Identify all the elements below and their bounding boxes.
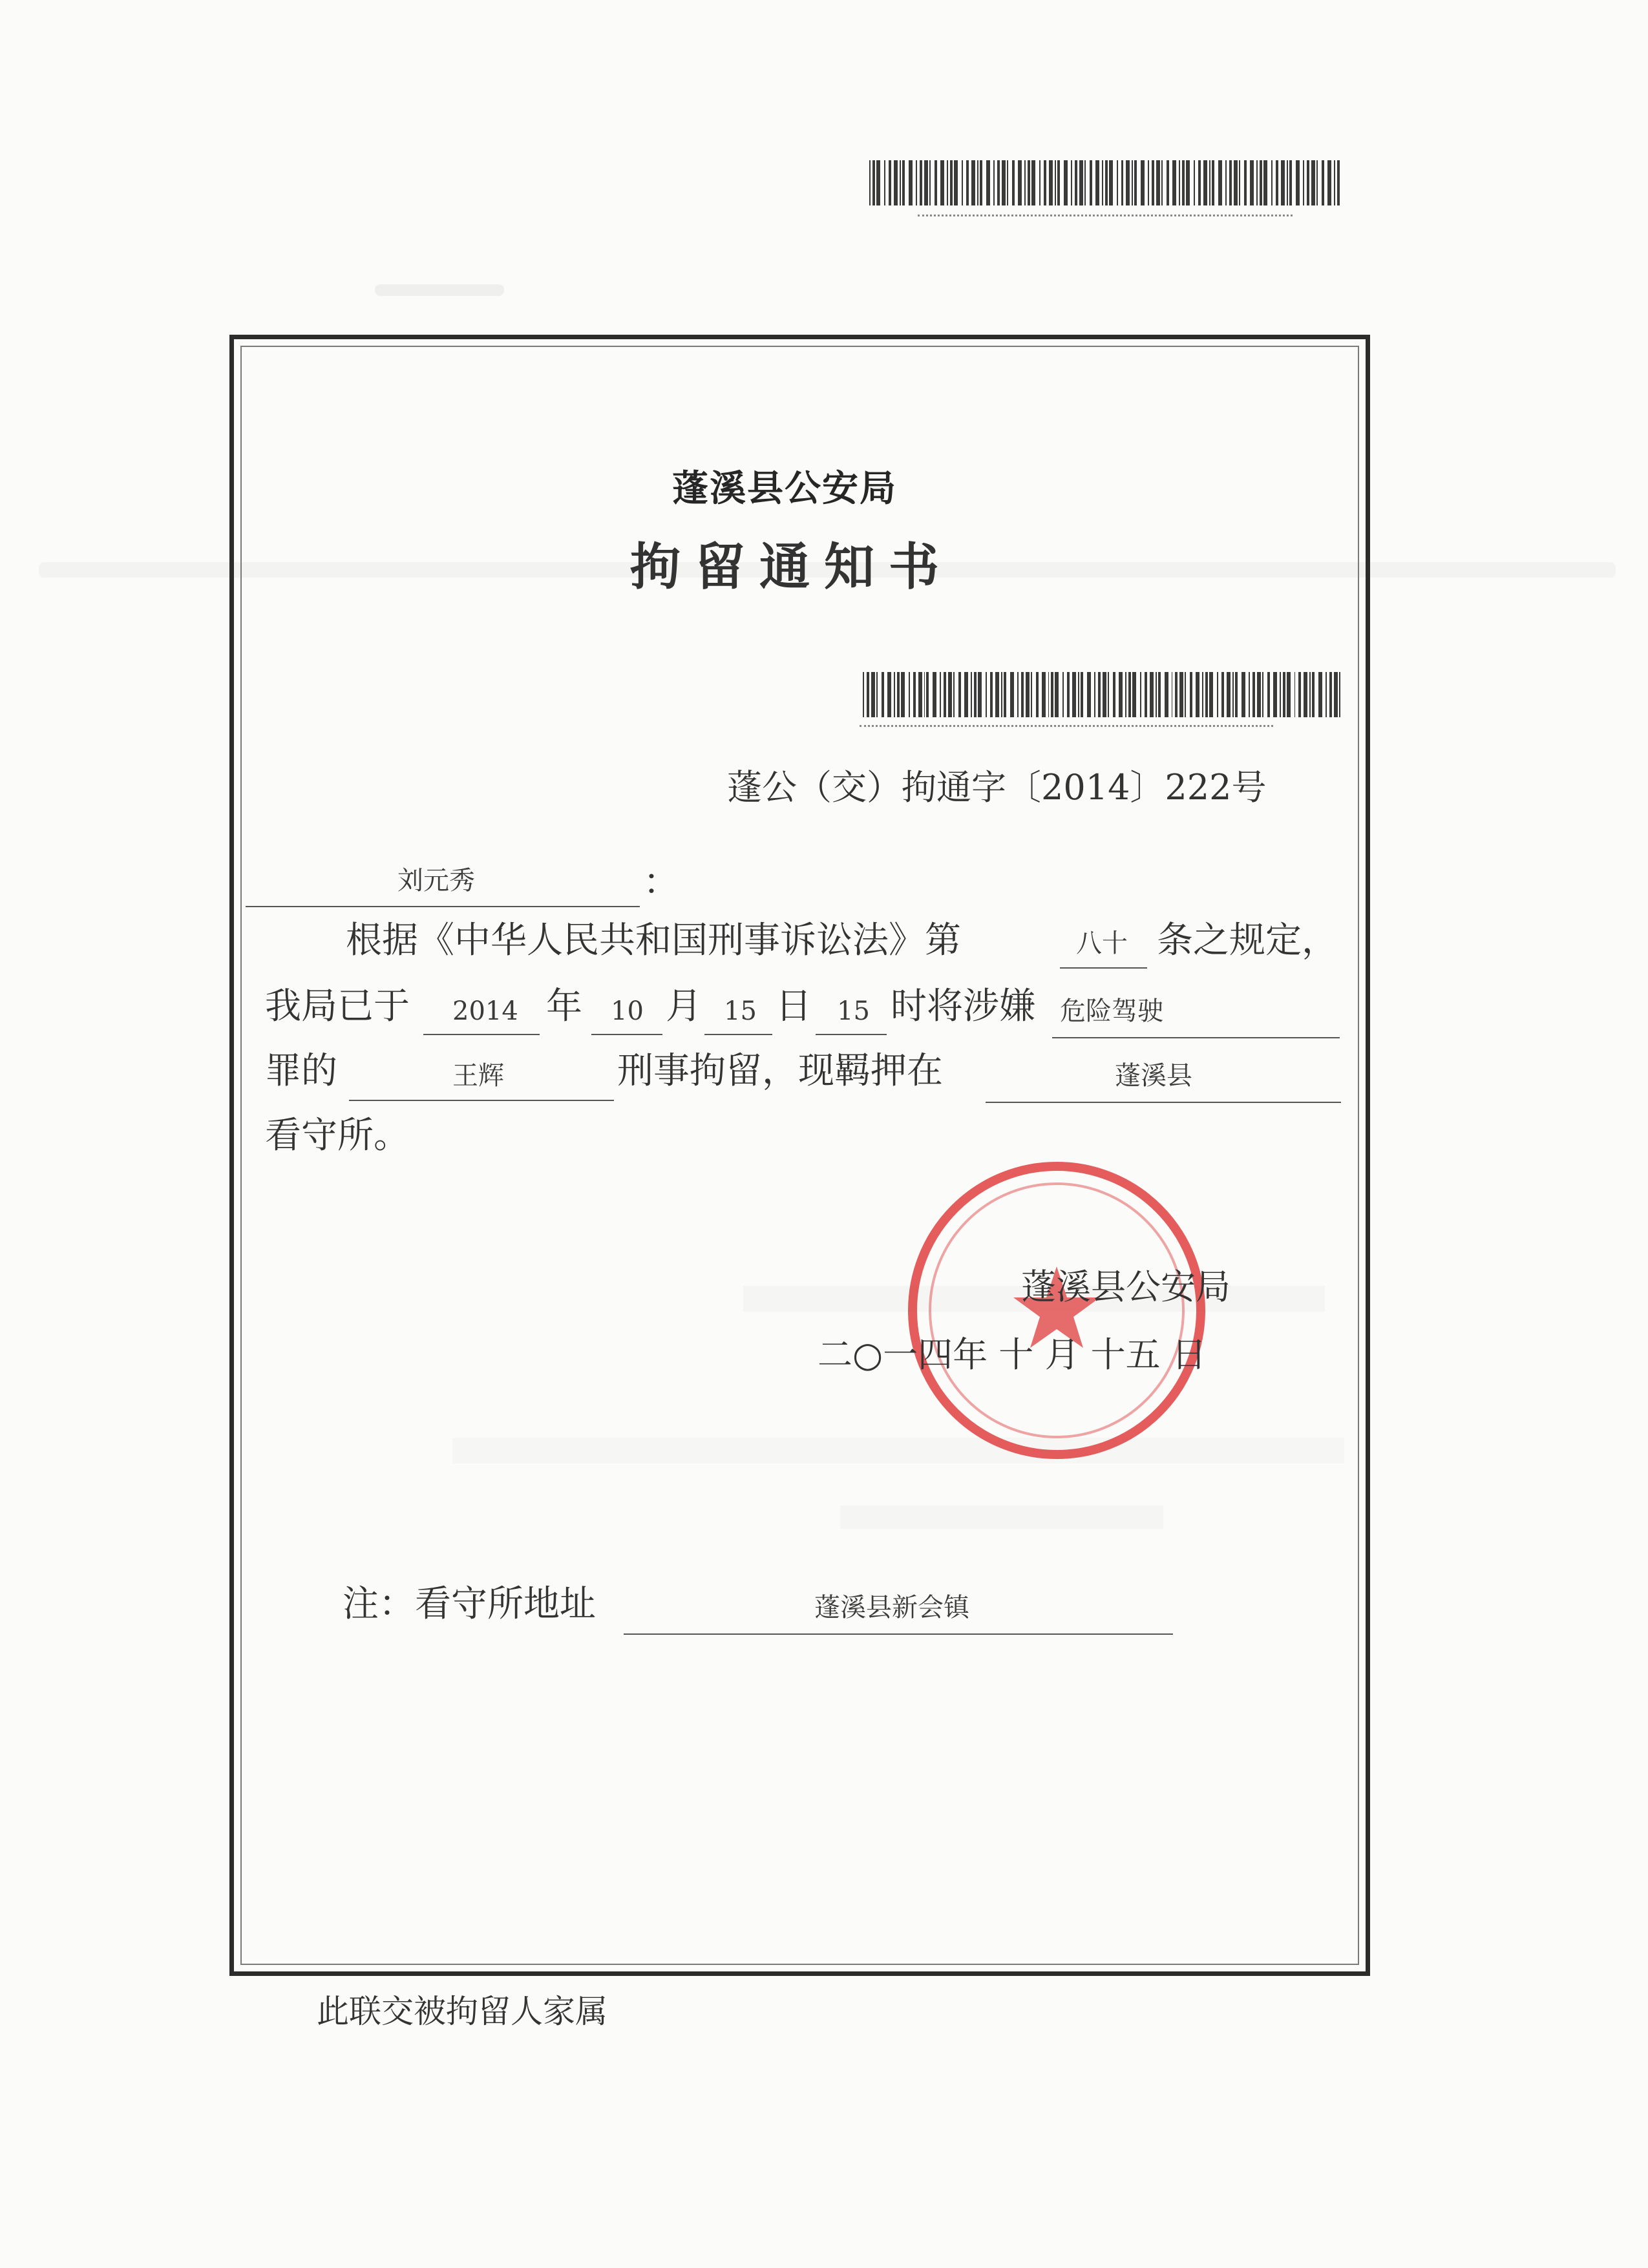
barcode-bar: [997, 160, 1000, 205]
barcode-bar: [1339, 672, 1340, 717]
barcode-bar: [1078, 672, 1079, 717]
barcode-bar: [1267, 672, 1270, 717]
barcode-bar: [1055, 160, 1056, 205]
month-label: 月: [666, 985, 702, 1027]
barcode-bar: [1026, 672, 1030, 717]
barcode-bar: [1105, 160, 1108, 205]
barcode-bar: [1287, 672, 1291, 717]
barcode-bar: [1145, 672, 1147, 717]
barcode-bar: [971, 672, 972, 717]
barcode-bar: [916, 160, 917, 205]
barcode-bar: [1229, 160, 1232, 205]
barcode-bar: [953, 672, 955, 717]
barcode-bar: [924, 672, 925, 717]
barcode-bar: [920, 160, 922, 205]
barcode-bar: [964, 672, 968, 717]
day-value: 15: [724, 996, 757, 1026]
barcode-bar: [1182, 160, 1185, 205]
barcode-bar: [1090, 160, 1092, 205]
barcode-bar: [1287, 160, 1288, 205]
barcode-bar: [980, 160, 982, 205]
barcode-bar: [1249, 672, 1250, 717]
barcode-bar: [1042, 672, 1046, 717]
barcode-bar: [1280, 672, 1281, 717]
barcode-bar: [1001, 672, 1002, 717]
barcode-bar: [1263, 160, 1267, 205]
barcode-bar: [990, 672, 993, 717]
barcode-bar: [1109, 160, 1113, 205]
detention-place: 蓬溪县: [1115, 1061, 1192, 1091]
barcode-bar: [950, 160, 953, 205]
barcode-bar: [1126, 160, 1130, 205]
show-through-ghost: [452, 1438, 1344, 1464]
barcode-bar: [1235, 672, 1238, 717]
barcode-bar: [1156, 672, 1157, 717]
barcode-bar: [1227, 672, 1231, 717]
barcode-bar: [1167, 160, 1169, 205]
barcode-bar: [1010, 672, 1014, 717]
barcode-bar: [1172, 672, 1173, 717]
barcode-bar: [986, 160, 990, 205]
barcode-bar: [1158, 672, 1161, 717]
month-value: 10: [611, 996, 644, 1026]
article-underline: [1060, 967, 1147, 969]
barcode-bar: [1239, 160, 1240, 205]
barcode-bar: [1250, 160, 1254, 205]
barcode-bar: [1304, 672, 1307, 717]
barcode-bar: [1134, 160, 1137, 205]
barcode-bar: [1121, 160, 1124, 205]
barcode-bar: [1225, 160, 1227, 205]
barcode-bar: [1241, 672, 1245, 717]
barcode-bar: [1190, 672, 1192, 717]
doc-barcode: [863, 672, 1344, 717]
barcode-bar: [1276, 160, 1278, 205]
barcode-bar: [1262, 672, 1263, 717]
barcode-bar: [1156, 160, 1160, 205]
barcode-bar: [909, 160, 913, 205]
barcode-bar: [966, 160, 969, 205]
barcode-bar: [1119, 672, 1123, 717]
barcode-bar: [1049, 160, 1053, 205]
barcode-bar: [1012, 160, 1015, 205]
barcode-bar: [1017, 672, 1019, 717]
day-label: 日: [776, 985, 812, 1027]
barcode-bar: [1067, 672, 1070, 717]
barcode-bar: [940, 672, 941, 717]
barcode-bar: [872, 160, 875, 205]
barcode-bar: [1021, 672, 1024, 717]
barcode-bar: [1202, 672, 1203, 717]
barcode-bar: [1071, 160, 1072, 205]
barcode-bar: [974, 672, 977, 717]
detainee-name: 王辉: [452, 1061, 504, 1091]
barcode-bar: [1028, 160, 1030, 205]
body-line4: 看守所。: [265, 1115, 410, 1157]
barcode-bar: [1198, 160, 1201, 205]
barcode-bar: [1244, 160, 1247, 205]
barcode-bar: [1007, 160, 1008, 205]
barcode-bar: [1312, 672, 1315, 717]
barcode-bar: [1132, 160, 1133, 205]
barcode-bar: [918, 672, 922, 717]
year-underline: [423, 1034, 540, 1035]
barcode-bar: [1024, 160, 1026, 205]
seal-star-icon: [917, 1171, 1196, 1450]
barcode-bar: [1039, 160, 1041, 205]
barcode-bar: [1337, 160, 1340, 205]
barcode-bar: [971, 160, 975, 205]
hour-label: 时将涉嫌: [891, 985, 1035, 1027]
barcode-bar: [993, 160, 995, 205]
barcode-bar: [1209, 672, 1213, 717]
barcode-bar: [1113, 672, 1115, 717]
barcode-bar: [1289, 160, 1292, 205]
barcode-bar: [1057, 160, 1060, 205]
barcode-bar: [1283, 672, 1285, 717]
signing-date: 二○一四年 十 月 十五 日: [818, 1334, 1207, 1375]
barcode-bar: [1334, 160, 1335, 205]
barcode-bar: [958, 672, 961, 717]
show-through-ghost: [840, 1506, 1163, 1529]
barcode-bar: [1217, 672, 1218, 717]
barcode-bar: [947, 160, 948, 205]
barcode-bar: [1031, 160, 1035, 205]
recipient-colon: ：: [643, 861, 679, 903]
document-number: 蓬公（交）拘通字〔2014〕222号: [727, 767, 1267, 808]
barcode-bar: [1141, 160, 1145, 205]
barcode-bar: [1087, 672, 1091, 717]
barcode-bar: [1165, 672, 1168, 717]
barcode-bar: [962, 160, 963, 205]
barcode-bar: [1179, 160, 1180, 205]
barcode-bar: [1303, 160, 1304, 205]
barcode-bar: [1072, 672, 1076, 717]
crime-underline: [1052, 1037, 1340, 1038]
detention-place-underline: [986, 1102, 1341, 1103]
barcode-bar: [913, 672, 916, 717]
detention-address: 蓬溪县新会镇: [814, 1593, 969, 1622]
barcode-bar: [1108, 672, 1109, 717]
barcode-bar: [1232, 672, 1234, 717]
address-underline: [624, 1633, 1173, 1635]
barcode-bar: [1031, 672, 1032, 717]
detainee-underline: [349, 1100, 614, 1101]
barcode-bar: [1172, 160, 1176, 205]
body-line2-prefix: 我局已于: [265, 985, 410, 1027]
barcode-bar: [944, 672, 946, 717]
barcode-bar: [1103, 672, 1106, 717]
copy-note: 此联交被拘留人家属: [317, 1993, 607, 2030]
barcode-bar: [1196, 672, 1199, 717]
barcode-bar: [902, 160, 905, 205]
barcode-bar: [897, 672, 900, 717]
barcode-bar: [1203, 160, 1207, 205]
year-value: 2014: [452, 996, 518, 1026]
barcode-bar: [1117, 160, 1118, 205]
barcode-bar: [1234, 160, 1238, 205]
barcode-bar: [900, 160, 901, 205]
hour-value: 15: [837, 996, 870, 1026]
recipient-underline: [246, 906, 640, 907]
barcode-bar: [1044, 160, 1046, 205]
barcode-bar: [867, 672, 869, 717]
barcode-bar: [1185, 672, 1186, 717]
barcode-bar: [1075, 160, 1077, 205]
barcode-bar: [1048, 672, 1050, 717]
barcode-bar: [901, 672, 905, 717]
barcode-bar: [978, 672, 982, 717]
body-line1-prefix: 根据《中华人民共和国刑事诉讼法》第: [346, 919, 961, 961]
barcode-bar: [876, 672, 878, 717]
barcode-bar: [1102, 160, 1103, 205]
barcode-bar: [894, 160, 898, 205]
barcode-bar: [1271, 160, 1273, 205]
body-line3-mid: 刑事拘留，现羁押在: [617, 1050, 943, 1092]
barcode-bar: [948, 672, 952, 717]
barcode-bar: [1252, 672, 1255, 717]
barcode-bar: [977, 160, 978, 205]
barcode-bar: [1316, 160, 1318, 205]
barcode-bar: [1256, 160, 1258, 205]
barcode-bar: [1296, 160, 1300, 205]
barcode-bar: [1132, 672, 1136, 717]
barcode-bar: [1221, 672, 1224, 717]
barcode-bar: [924, 160, 928, 205]
recipient-name: 刘元秀: [397, 866, 475, 896]
day-underline: [704, 1034, 772, 1035]
barcode-bar: [1018, 160, 1022, 205]
barcode-bar: [1334, 672, 1338, 717]
barcode-bar: [884, 160, 885, 205]
agency-heading: 蓬溪县公安局: [672, 467, 897, 510]
barcode-bar: [871, 672, 875, 717]
barcode-bar: [926, 672, 929, 717]
barcode-bar: [1152, 160, 1154, 205]
barcode-bar: [940, 160, 944, 205]
barcode-bar: [863, 672, 864, 717]
top-barcode-digits: [918, 215, 1293, 218]
barcode-bar: [1281, 160, 1285, 205]
barcode-bar: [1327, 160, 1331, 205]
barcode-bar: [1095, 160, 1099, 205]
month-underline: [591, 1034, 662, 1035]
barcode-bar: [887, 672, 891, 717]
barcode-bar: [1051, 672, 1053, 717]
barcode-bar: [954, 160, 958, 205]
barcode-bar: [869, 160, 871, 205]
barcode-bar: [1161, 160, 1163, 205]
barcode-bar: [1148, 160, 1149, 205]
doc-barcode-digits: [860, 725, 1273, 729]
official-seal: [908, 1162, 1205, 1459]
barcode-bar: [1098, 672, 1101, 717]
barcode-bar: [1081, 672, 1083, 717]
barcode-bar: [935, 160, 937, 205]
note-label: 注：看守所地址: [343, 1583, 596, 1625]
barcode-bar: [1055, 672, 1059, 717]
signing-agency: 蓬溪县公安局: [1021, 1266, 1231, 1307]
barcode-bar: [876, 160, 880, 205]
barcode-bar: [1125, 672, 1126, 717]
barcode-bar: [1062, 672, 1064, 717]
barcode-bar: [882, 672, 884, 717]
body-line1-suffix: 条之规定，: [1157, 919, 1338, 961]
barcode-bar: [1298, 672, 1301, 717]
barcode-bar: [889, 160, 891, 205]
barcode-bar: [1094, 672, 1095, 717]
barcode-bar: [1307, 160, 1309, 205]
barcode-bar: [1311, 160, 1315, 205]
crime-value: 危险驾驶: [1060, 996, 1163, 1026]
top-barcode: [869, 160, 1341, 205]
barcode-bar: [1194, 160, 1195, 205]
barcode-bar: [1260, 160, 1262, 205]
barcode-bar: [1218, 160, 1222, 205]
barcode-bar: [1318, 672, 1322, 717]
barcode-bar: [933, 672, 936, 717]
barcode-bar: [1294, 672, 1296, 717]
hour-underline: [816, 1034, 887, 1035]
barcode-bar: [1064, 160, 1068, 205]
barcode-bar: [1309, 672, 1311, 717]
document-title: 拘留通知书: [630, 538, 954, 596]
year-label: 年: [546, 985, 582, 1027]
barcode-bar: [1326, 672, 1327, 717]
barcode-bar: [1036, 672, 1039, 717]
barcode-bar: [1004, 672, 1006, 717]
barcode-bar: [1175, 672, 1178, 717]
barcode-bar: [1205, 672, 1208, 717]
barcode-bar: [894, 672, 895, 717]
barcode-bar: [1150, 672, 1154, 717]
barcode-bar: [1257, 672, 1261, 717]
barcode-bar: [1179, 672, 1183, 717]
barcode-bar: [1212, 160, 1214, 205]
barcode-bar: [986, 672, 987, 717]
barcode-bar: [1186, 160, 1190, 205]
barcode-bar: [1002, 160, 1006, 205]
barcode-bar: [1273, 672, 1277, 717]
barcode-bar: [1329, 672, 1332, 717]
article-number: 八十: [1076, 929, 1128, 958]
barcode-bar: [1209, 160, 1210, 205]
barcode-bar: [909, 672, 910, 717]
scan-smudge: [375, 284, 504, 296]
barcode-bar: [1079, 160, 1083, 205]
barcode-bar: [929, 160, 931, 205]
barcode-bar: [1084, 160, 1086, 205]
barcode-bar: [1128, 672, 1131, 717]
barcode-bar: [1140, 672, 1141, 717]
barcode-bar: [1322, 160, 1324, 205]
body-line3-prefix: 罪的: [265, 1050, 337, 1092]
barcode-bar: [995, 672, 999, 717]
